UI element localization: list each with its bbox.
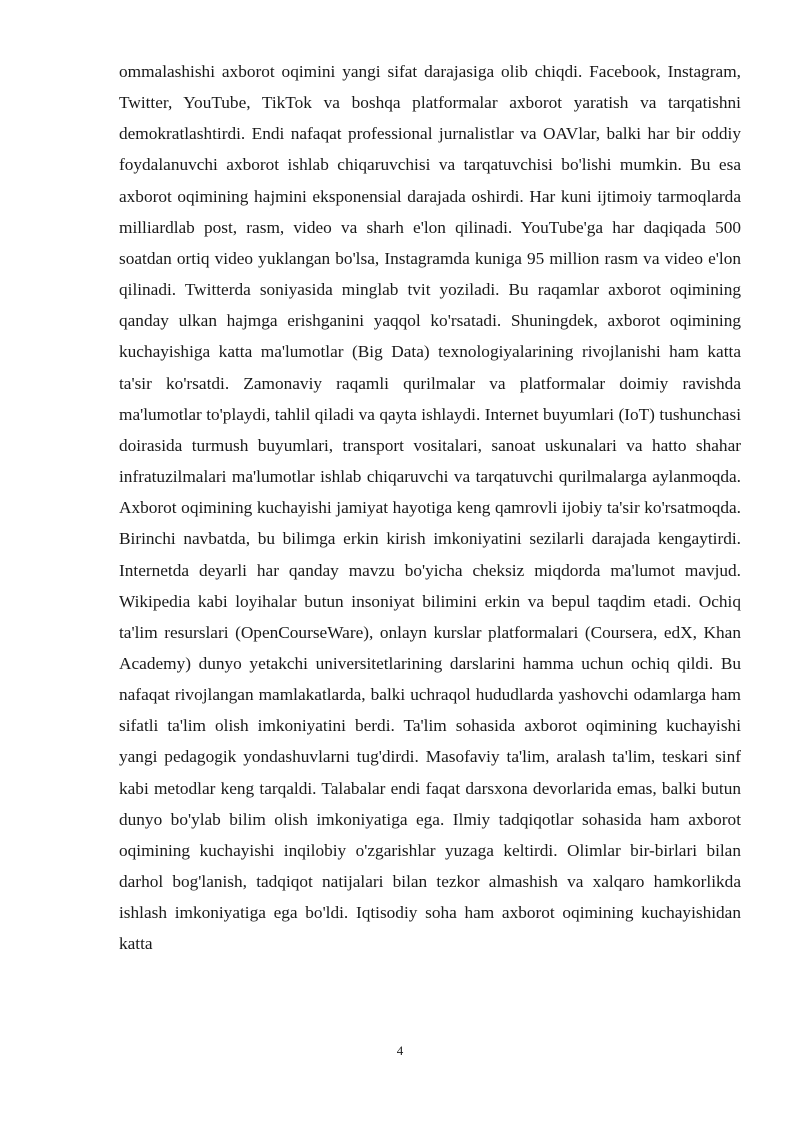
body-paragraph: ommalashishi axborot oqimini yangi sifat darajasiga olib chiqdi. Facebook, Instagram, Twitter, YouTube, TikTok va boshqa platformalar axborot yaratish va tarqatishni demokratlashtirdi. Endi nafaqat professional jurnalistlar va OAVlar, balki har bir oddiy foydalanuvchi axborot ishlab chiqaruvchisi va tarqatuvchisi bo'lishi mumkin. Bu esa axborot oqimining hajmini eksponensial darajada oshirdi. Har kuni ijtimoiy tarmoqlarda milliardlab post, rasm, video va sharh e'lon qilinadi. YouTube'ga har daqiqada 500 soatdan ortiq video yuklangan bo'lsa, Instagramda kuniga 95 million rasm va video e'lon qilinadi. Twitterda soniyasida minglab tvit yoziladi. Bu raqamlar axborot oqimining qanday ulkan hajmga erishganini yaqqol ko'rsatadi. Shuningdek, axborot oqimining kuchayishiga katta ma'lumotlar (Big Data) texnologiyalarining rivojlanishi ham katta ta'sir ko'rsatdi. Zamonaviy raqamli qurilmalar va platformalar doimiy ravishda ma'lumotlar to'playdi, tahlil qiladi va qayta ishlaydi. Internet buyumlari (IoT) tushunchasi doirasida turmush buyumlari, transport vositalari, sanoat uskunalari va hatto shahar infratuzilmalari ma'lumotlar ishlab chiqaruvchi va tarqatuvchi qurilmalarga aylanmoqda. Axborot oqimining kuchayishi jamiyat hayotiga keng qamrovli ijobiy ta'sir ko'rsatmoqda. Birinchi navbatda, bu bilimga erkin kirish imkoniyatini sezilarli darajada kengaytirdi. Internetda deyarli har qanday mavzu bo'yicha cheksiz miqdorda ma'lumot mavjud. Wikipedia kabi loyihalar butun insoniyat bilimini erkin va bepul taqdim etadi. Ochiq ta'lim resurslari (OpenCourseWare), onlayn kurslar platformalari (Coursera, edX, Khan Academy) dunyo yetakchi universitetlarining darslarini hamma uchun ochiq qildi. Bu nafaqat rivojlangan mamlakatlarda, balki uchraqol hududlarda yashovchi odamlarga ham sifatli ta'lim olish imkoniyatini berdi. Ta'lim sohasida axborot oqimining kuchayishi yangi pedagogik yondashuvlarni tug'dirdi. Masofaviy ta'lim, aralash ta'lim, teskari sinf kabi metodlar keng tarqaldi. Talabalar endi faqat darsxona devorlarida emas, balki butun dunyo bo'ylab bilim olish imkoniyatiga ega. Ilmiy tadqiqotlar sohasida ham axborot oqimining kuchayishi inqilobiy o'zgarishlar yuzaga keltirdi. Olimlar bir-birlari bilan darhol bog'lanish, tadqiqot natijalari bilan tezkor almashish va xalqaro hamkorlikda ishlash imkoniyatiga ega bo'ldi. Iqtisodiy soha ham axborot oqimining kuchayishidan katta <box>119 62 741 954</box>
page-number: 4 <box>396 1043 404 1058</box>
